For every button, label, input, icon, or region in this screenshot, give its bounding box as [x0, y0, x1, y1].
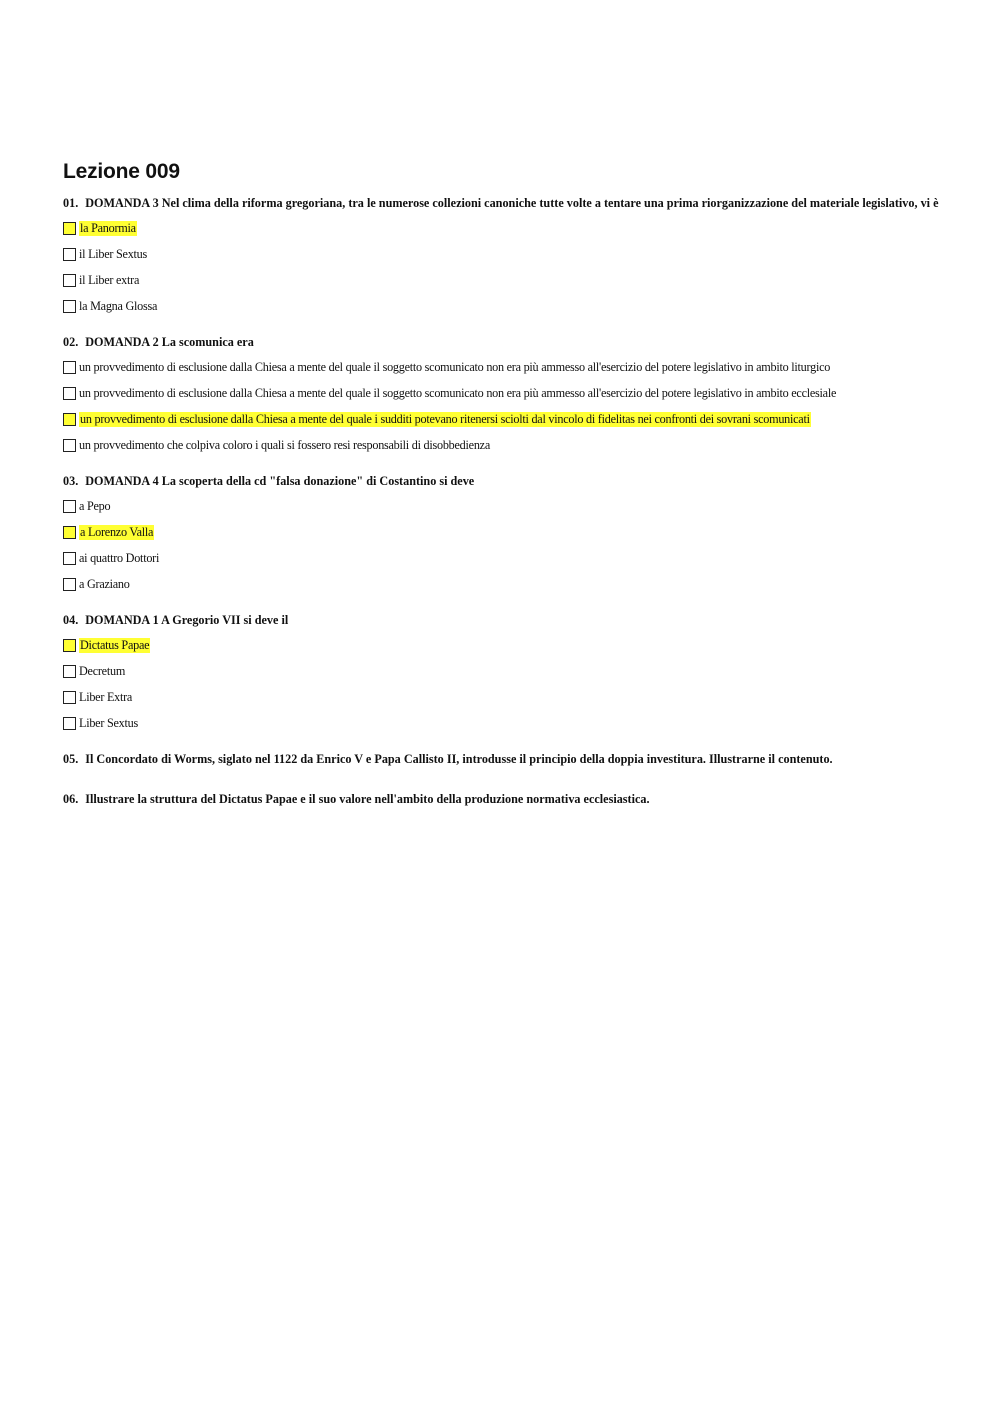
answer-checkbox[interactable] [63, 387, 76, 400]
answer-options [63, 358, 943, 454]
answer-option[interactable] [63, 297, 943, 315]
question-number: 06. [63, 792, 79, 806]
correct-answer-label: a Lorenzo Valla [80, 524, 154, 539]
answer-label: Liber Extra [79, 689, 133, 704]
answer-checkbox[interactable] [63, 413, 76, 426]
correct-answer-label: la Panormia [80, 220, 136, 235]
answer-checkbox[interactable] [63, 500, 76, 513]
answer-option[interactable] [63, 497, 943, 515]
question-number: 02. [63, 335, 79, 349]
answer-label: il Liber Sextus [79, 246, 148, 261]
open-question [63, 752, 943, 766]
question-prompt: DOMANDA 2 La scomunica era [85, 335, 254, 349]
question-number: 04. [63, 613, 79, 627]
question-number: 05. [63, 752, 79, 766]
answer-option[interactable] [63, 575, 943, 593]
open-question-list [63, 752, 943, 806]
answer-checkbox[interactable] [63, 552, 76, 565]
answer-checkbox[interactable] [63, 439, 76, 452]
question-prompt: DOMANDA 4 La scoperta della cd "falsa donazione" di Costantino si deve [85, 474, 475, 488]
page-title: Lezione 009 [63, 160, 180, 183]
answer-label: Decretum [79, 663, 126, 678]
answer-checkbox[interactable] [63, 717, 76, 730]
answer-checkbox[interactable] [63, 222, 76, 235]
answer-option[interactable] [63, 714, 943, 732]
question-text [63, 335, 943, 349]
answer-checkbox[interactable] [63, 300, 76, 313]
question-text [63, 196, 943, 210]
answer-checkbox[interactable] [63, 639, 76, 652]
question-block [63, 613, 943, 732]
correct-answer-label: un provvedimento di esclusione dalla Chiesa a mente del quale i sudditi potevano ritenersi sciolti dal vincolo di fidelitas nei confronti dei sovrani scomunicati [80, 411, 810, 426]
question-text [63, 613, 943, 627]
answer-option[interactable] [63, 219, 943, 237]
question-number: 01. [63, 196, 79, 210]
answer-options [63, 219, 943, 315]
answer-option[interactable] [63, 688, 943, 706]
answer-checkbox[interactable] [63, 691, 76, 704]
answer-label: un provvedimento che colpiva coloro i quali si fossero resi responsabili di disobbedienza [79, 437, 490, 452]
answer-option[interactable] [63, 549, 943, 567]
correct-answer-label: Dictatus Papae [80, 637, 150, 652]
answer-label: Liber Sextus [79, 715, 138, 730]
answer-options [63, 636, 943, 732]
question-number: 03. [63, 474, 79, 488]
question-prompt: DOMANDA 3 Nel clima della riforma gregoriana, tra le numerose collezioni canoniche tutte volte a tentare una prima riorganizzazione del materiale legislativo, vi è [85, 196, 939, 210]
answer-label: il Liber extra [79, 272, 140, 287]
answer-option[interactable] [63, 636, 943, 654]
answer-option[interactable] [63, 245, 943, 263]
answer-checkbox[interactable] [63, 274, 76, 287]
answer-checkbox[interactable] [63, 578, 76, 591]
answer-option[interactable] [63, 410, 943, 428]
question-prompt: Il Concordato di Worms, siglato nel 1122 da Enrico V e Papa Callisto II, introdusse il principio della doppia investitura. Illustrarne il contenuto. [85, 752, 833, 766]
answer-options [63, 497, 943, 593]
question-prompt: Illustrare la struttura del Dictatus Papae e il suo valore nell'ambito della produzione normativa ecclesiastica. [85, 792, 650, 806]
answer-label: a Pepo [79, 498, 111, 513]
answer-label: a Graziano [79, 576, 130, 591]
question-block [63, 474, 943, 593]
answer-label: la Magna Glossa [79, 298, 158, 313]
question-list [63, 196, 943, 732]
answer-option[interactable] [63, 384, 943, 402]
answer-label: un provvedimento di esclusione dalla Chiesa a mente del quale il soggetto scomunicato non era più ammesso all'esercizio del potere legislativo in ambito liturgico [79, 359, 831, 374]
answer-option[interactable] [63, 662, 943, 680]
answer-option[interactable] [63, 271, 943, 289]
open-question [63, 792, 943, 806]
answer-checkbox[interactable] [63, 526, 76, 539]
answer-checkbox[interactable] [63, 248, 76, 261]
question-block [63, 335, 943, 454]
answer-option[interactable] [63, 523, 943, 541]
answer-checkbox[interactable] [63, 361, 76, 374]
question-text [63, 474, 943, 488]
lesson-page [63, 160, 943, 832]
answer-option[interactable] [63, 358, 943, 376]
answer-checkbox[interactable] [63, 665, 76, 678]
question-block [63, 196, 943, 315]
answer-option[interactable] [63, 436, 943, 454]
answer-label: ai quattro Dottori [79, 550, 160, 565]
answer-label: un provvedimento di esclusione dalla Chiesa a mente del quale il soggetto scomunicato non era più ammesso all'esercizio del potere legislativo in ambito ecclesiale [79, 385, 837, 400]
question-prompt: DOMANDA 1 A Gregorio VII si deve il [85, 613, 289, 627]
